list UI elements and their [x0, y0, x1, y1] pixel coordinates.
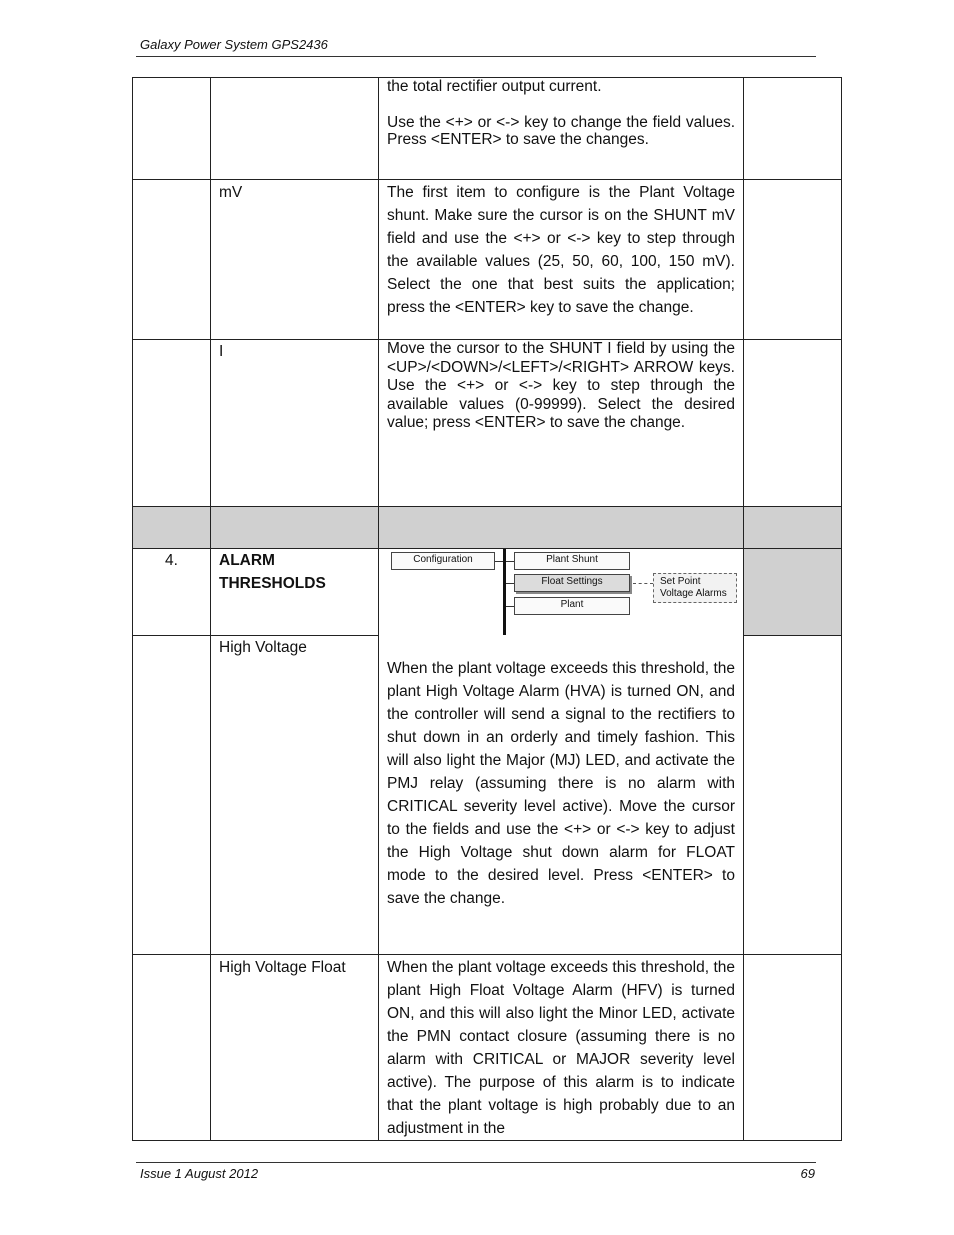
step-number-cell	[133, 180, 211, 340]
connector-line	[506, 561, 514, 562]
menu-box-plant: Plant	[514, 597, 630, 615]
menu-box-plant-shunt: Plant Shunt	[514, 552, 630, 570]
table-row	[133, 635, 842, 954]
description-cell: When the plant voltage exceeds this threshold, the plant High Float Voltage Alarm (HFV) is turned ON, and this will also light the Minor LED, activate the PMN contact closure (assuming there is no alarm with CRITICAL or MAJOR severity level active). The purpose of this alarm is to indicate that the plant voltage is high probably due to an adjustment in the	[379, 954, 744, 1140]
parameter-cell: mV	[211, 180, 379, 340]
menu-box-line: Voltage Alarms	[660, 588, 727, 599]
footer-issue: Issue 1 August 2012	[140, 1166, 259, 1181]
menu-box-float-settings: Float Settings	[514, 574, 630, 592]
description-text: Use the <+> or <-> key to change the field values. Press <ENTER> to save the changes.	[387, 113, 735, 148]
table-row	[133, 954, 842, 1140]
description-cell	[379, 78, 744, 180]
notes-cell	[744, 954, 842, 1140]
description-cell: The first item to configure is the Plant Voltage shunt. Make sure the cursor is on the SHUNT mV field and use the <+> or <-> key to step through the available values (25, 50, 60, 100, 150 mV). Select the one that best suits the application; press the <ENTER> key to save the change.	[379, 180, 744, 340]
table-row-shaded	[133, 507, 842, 549]
section-title-line: ALARM	[219, 552, 275, 569]
menu-diagram-cell	[379, 549, 744, 636]
parameter-cell	[211, 78, 379, 180]
menu-box-configuration: Configuration	[391, 552, 495, 570]
connector-line	[495, 561, 503, 562]
procedure-table	[132, 77, 842, 1141]
notes-cell	[744, 549, 842, 636]
dashed-connector	[633, 583, 653, 584]
menu-box-line: Set Point	[660, 576, 701, 587]
header-rule	[136, 56, 816, 57]
menu-box-set-point-voltage-alarms	[653, 573, 737, 603]
page-number: 69	[800, 1166, 815, 1181]
table-row	[133, 78, 842, 180]
step-number-cell	[133, 340, 211, 507]
description-text: When the plant voltage exceeds this threshold, the plant High Voltage Alarm (HVA) is turned ON, and the controller will send a signal to the rectifiers to shut down in an orderly and timely fashion. This will also light the Major (MJ) LED, and activate the PMJ relay (assuming there is no alarm with CRITICAL severity level active). Move the cursor to the fields and use the <+> or <-> key to adjust the High Voltage shut down alarm for FLOAT mode to the desired level. Press <ENTER> to save the change.	[387, 660, 735, 907]
notes-cell	[744, 635, 842, 954]
step-number-cell: 4.	[133, 549, 211, 636]
connector-line	[506, 583, 514, 584]
parameter-cell: I	[211, 340, 379, 507]
table-row	[133, 549, 842, 636]
section-title-line: THRESHOLDS	[219, 575, 326, 592]
description-cell	[379, 635, 744, 954]
notes-cell	[744, 78, 842, 180]
connector-line	[506, 606, 514, 607]
table-row	[133, 340, 842, 507]
step-number-cell	[133, 78, 211, 180]
parameter-cell: High Voltage	[211, 635, 379, 954]
step-number-cell	[133, 635, 211, 954]
parameter-cell	[211, 549, 379, 636]
footer-rule	[136, 1162, 816, 1163]
notes-cell	[744, 180, 842, 340]
step-number-cell	[133, 954, 211, 1140]
description-cell: Move the cursor to the SHUNT I field by using the <UP>/<DOWN>/<LEFT>/<RIGHT> ARROW keys. Use the <+> or <-> key to step through the available values (0-99999). Select the desired value; press <ENTER> to save the change.	[379, 340, 744, 507]
menu-diagram	[381, 549, 733, 635]
notes-cell	[744, 340, 842, 507]
table-row	[133, 180, 842, 340]
page-header-title: Galaxy Power System GPS2436	[140, 37, 328, 52]
parameter-cell: High Voltage Float	[211, 954, 379, 1140]
description-text: the total rectifier output current.	[387, 78, 602, 95]
